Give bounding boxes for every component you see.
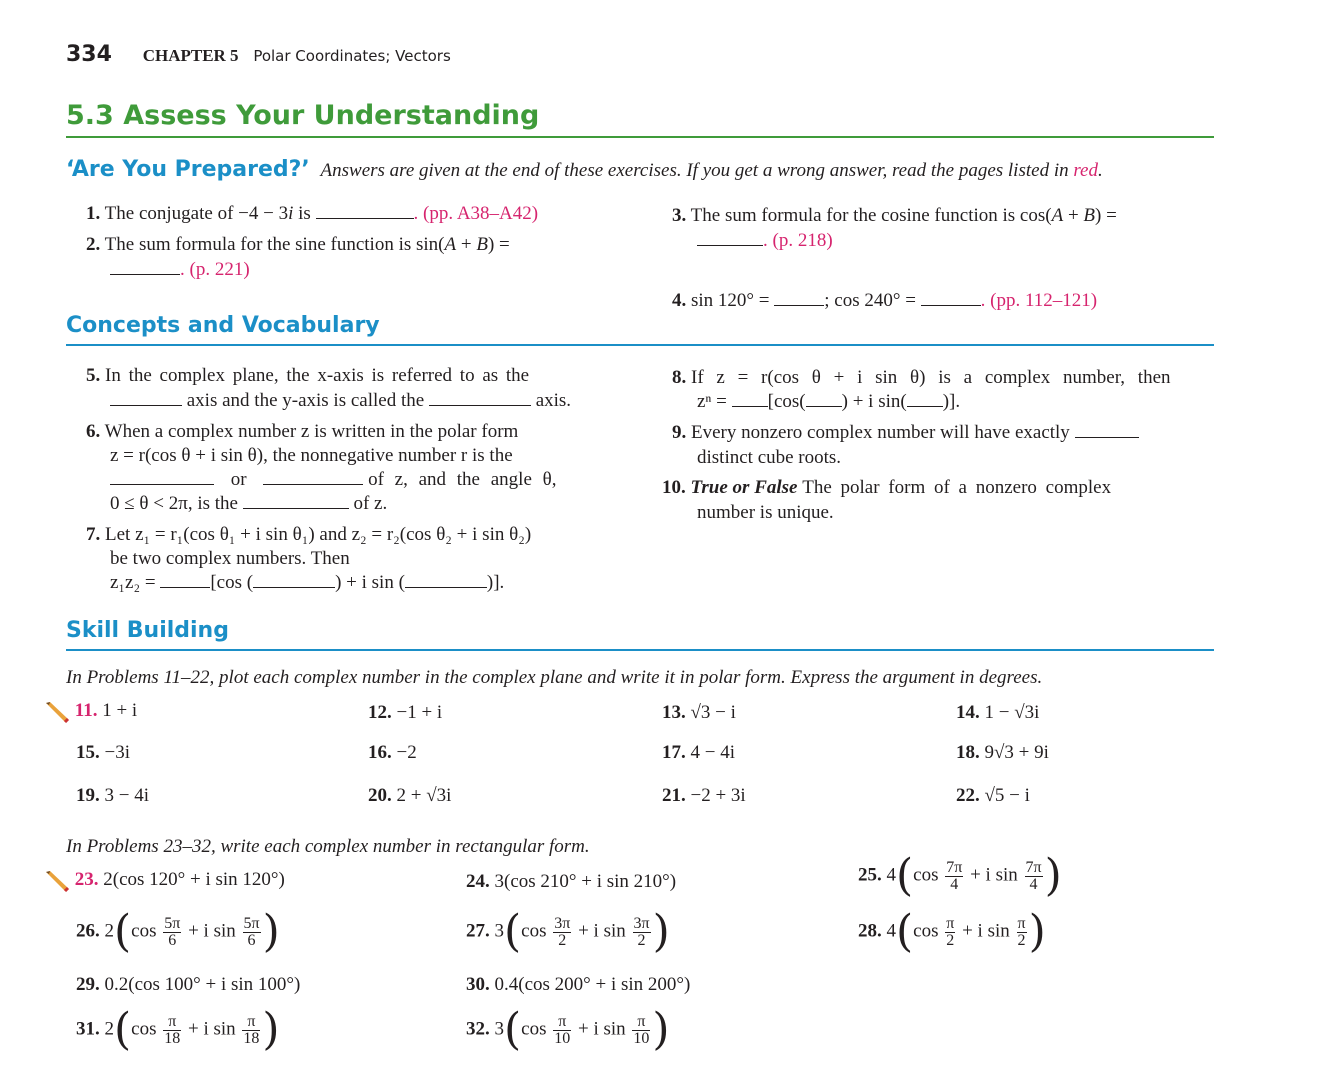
skill-instructions-1: In Problems 11–22, plot each complex number in the complex plane and write it in polar form. Express the argument in degrees. bbox=[66, 667, 1043, 688]
concepts-heading: Concepts and Vocabulary bbox=[66, 313, 380, 338]
problem-number: 11. bbox=[74, 700, 98, 721]
cos-label: cos bbox=[521, 920, 547, 942]
fraction bbox=[1017, 916, 1027, 949]
problem-number: 14. bbox=[956, 702, 980, 723]
coefficient: 2 bbox=[104, 1018, 114, 1040]
paren-open: ( bbox=[896, 850, 914, 901]
problem-number: 31. bbox=[76, 1018, 100, 1040]
denominator: 18 bbox=[164, 1029, 181, 1047]
problem-11 bbox=[44, 700, 137, 723]
problem-17 bbox=[662, 742, 735, 764]
problem-18 bbox=[956, 742, 1049, 764]
problem-13 bbox=[662, 702, 736, 724]
chapter-label: CHAPTER 5 bbox=[142, 46, 239, 65]
isin-label: + i sin bbox=[578, 1018, 626, 1040]
page-ref: . (pp. A38–A42) bbox=[413, 203, 539, 224]
numerator: 3π bbox=[554, 914, 571, 932]
fraction bbox=[553, 916, 571, 949]
numerator: π bbox=[632, 1014, 650, 1031]
imag-unit: i bbox=[288, 203, 294, 224]
problem-22 bbox=[956, 785, 1030, 807]
denominator: 2 bbox=[946, 931, 955, 949]
question-text-2: distinct cube roots. bbox=[697, 447, 842, 468]
problem-23 bbox=[44, 869, 285, 892]
problem-14 bbox=[956, 702, 1039, 724]
problem-expression: √3 − i bbox=[690, 702, 736, 723]
answer-blank[interactable] bbox=[697, 231, 763, 246]
problem-number: 22. bbox=[956, 785, 980, 806]
coefficient: 3 bbox=[494, 1018, 504, 1040]
page-ref: . (p. 221) bbox=[180, 259, 250, 280]
problem-number: 19. bbox=[76, 785, 100, 806]
denominator: 6 bbox=[247, 931, 256, 949]
answer-blank[interactable] bbox=[253, 573, 335, 588]
problem-number: 29. bbox=[76, 974, 100, 995]
problem-number: 25. bbox=[858, 864, 882, 886]
question-7 bbox=[86, 524, 531, 546]
cos-label: cos bbox=[521, 1018, 547, 1040]
answer-blank[interactable] bbox=[243, 494, 349, 509]
fraction bbox=[163, 1014, 181, 1047]
answer-blank[interactable] bbox=[160, 573, 210, 588]
question-text-6: )]. bbox=[486, 572, 505, 593]
problem-number: 24. bbox=[466, 871, 490, 892]
true-false-label: True or False bbox=[690, 477, 798, 498]
problem-number: 15. bbox=[76, 742, 100, 763]
question-text-5: 0 ≤ θ < 2π, is the bbox=[110, 493, 238, 514]
problem-27 bbox=[466, 906, 670, 957]
problem-28 bbox=[858, 906, 1046, 957]
question-text: When a complex number z is written in the polar form bbox=[104, 421, 519, 442]
page-number: 334 bbox=[66, 42, 112, 67]
question-10 bbox=[662, 477, 1111, 499]
problem-expression: −3i bbox=[104, 742, 130, 763]
answer-blank[interactable] bbox=[774, 291, 824, 306]
question-text: The polar form of a nonzero complex bbox=[802, 477, 1112, 498]
paren-open: ( bbox=[114, 906, 132, 957]
denominator: 2 bbox=[1017, 931, 1026, 949]
answer-blank[interactable] bbox=[732, 392, 768, 407]
fraction bbox=[1025, 860, 1043, 893]
question-5 bbox=[86, 365, 529, 387]
section-rule bbox=[66, 136, 1214, 138]
question-2-cont bbox=[110, 259, 250, 281]
question-text-2: be two complex numbers. Then bbox=[110, 548, 350, 569]
paren-open: ( bbox=[896, 906, 914, 957]
problem-expression: 2(cos 120° + i sin 120°) bbox=[103, 869, 285, 890]
pencil-icon bbox=[44, 701, 70, 723]
question-text-3: [cos( bbox=[767, 391, 806, 412]
question-3: 3. The sum formula for the cosine function is cos(A + B) = bbox=[672, 205, 1117, 226]
question-8-line2 bbox=[697, 391, 960, 413]
question-10-line2 bbox=[697, 502, 834, 524]
problem-number: 28. bbox=[858, 920, 882, 942]
fraction bbox=[553, 1014, 571, 1047]
question-text-5: ) + i sin ( bbox=[335, 572, 405, 593]
skill-instructions-2: In Problems 23–32, write each complex number in rectangular form. bbox=[66, 836, 590, 857]
numerator: π bbox=[1017, 914, 1026, 932]
question-text-2: number is unique. bbox=[697, 502, 834, 523]
question-7-line2 bbox=[110, 548, 350, 570]
cos-label: cos bbox=[913, 864, 939, 886]
fraction bbox=[945, 916, 955, 949]
coefficient: 3 bbox=[494, 920, 504, 942]
denominator: 4 bbox=[950, 875, 959, 893]
paren-close: ) bbox=[652, 906, 670, 957]
problem-30 bbox=[466, 974, 690, 996]
problem-expression: 0.4(cos 200° + i sin 200°) bbox=[494, 974, 691, 995]
numerator: π bbox=[242, 1014, 260, 1031]
problem-number: 13. bbox=[662, 702, 686, 723]
problem-number: 12. bbox=[368, 702, 392, 723]
paren-close: ) bbox=[1044, 850, 1062, 901]
problem-number: 16. bbox=[368, 742, 392, 763]
question-4 bbox=[672, 290, 1097, 312]
problem-32 bbox=[466, 1004, 670, 1055]
question-6-line3 bbox=[110, 469, 556, 491]
question-6-line4 bbox=[110, 493, 387, 515]
answer-blank[interactable] bbox=[921, 291, 981, 306]
isin-label: + i sin bbox=[578, 920, 626, 942]
prepared-intro-suffix: . bbox=[1097, 160, 1103, 181]
answer-blank[interactable] bbox=[110, 260, 180, 275]
paren-close: ) bbox=[652, 1004, 670, 1055]
paren-close: ) bbox=[262, 1004, 280, 1055]
question-text: The sum formula for the cosine function is cos( bbox=[690, 205, 1052, 226]
paren-close: ) bbox=[1028, 906, 1046, 957]
question-text-4: of z, and the angle θ, bbox=[368, 469, 557, 490]
problem-25 bbox=[858, 850, 1062, 901]
fraction bbox=[243, 916, 261, 949]
problem-number: 23. bbox=[74, 869, 99, 890]
numerator: π bbox=[946, 914, 955, 932]
problem-expression: −2 + 3i bbox=[690, 785, 746, 806]
question-number: 1. bbox=[86, 203, 101, 224]
answer-blank[interactable] bbox=[316, 204, 414, 219]
answer-blank[interactable] bbox=[907, 392, 943, 407]
question-text-2: axis and the y-axis is called the bbox=[186, 390, 425, 411]
section-title: 5.3 Assess Your Understanding bbox=[66, 100, 540, 131]
numerator: 7π bbox=[1025, 858, 1042, 876]
cos-label: cos bbox=[913, 920, 939, 942]
problem-expression: −2 bbox=[396, 742, 417, 763]
question-text-2: z = r(cos θ + i sin θ), the nonnegative number r is the bbox=[110, 445, 513, 466]
question-7-line3 bbox=[110, 572, 504, 594]
isin-label: + i sin bbox=[188, 1018, 236, 1040]
prepared-heading-line bbox=[66, 157, 1103, 182]
problem-expression: 0.2(cos 100° + i sin 100°) bbox=[104, 974, 301, 995]
numerator: π bbox=[553, 1014, 571, 1031]
page-ref: . (p. 218) bbox=[763, 230, 833, 251]
numerator: 7π bbox=[946, 858, 963, 876]
question-6-line2 bbox=[110, 445, 513, 467]
fraction bbox=[633, 916, 651, 949]
cos-label: cos bbox=[131, 920, 157, 942]
problem-expression: 1 − √3i bbox=[984, 702, 1040, 723]
chapter-title: Polar Coordinates; Vectors bbox=[253, 47, 451, 65]
question-text: The sum formula for the sine function is sin( bbox=[104, 234, 445, 255]
question-number: 6. bbox=[86, 421, 101, 442]
coefficient: 4 bbox=[886, 864, 896, 886]
problem-expression: 4 − 4i bbox=[690, 742, 735, 763]
numerator: 3π bbox=[633, 914, 650, 932]
problem-24 bbox=[466, 871, 676, 893]
concepts-rule bbox=[66, 344, 1214, 346]
pencil-icon bbox=[44, 870, 70, 892]
denominator: 10 bbox=[633, 1029, 650, 1047]
problem-29 bbox=[76, 974, 300, 996]
isin-label: + i sin bbox=[962, 920, 1010, 942]
question-text-4: [cos ( bbox=[210, 572, 254, 593]
problem-20 bbox=[368, 785, 451, 807]
question-text-4: ) + i sin( bbox=[841, 391, 907, 412]
coefficient: 2 bbox=[104, 920, 114, 942]
answer-blank[interactable] bbox=[110, 391, 182, 406]
problem-number: 32. bbox=[466, 1018, 490, 1040]
problem-number: 30. bbox=[466, 974, 490, 995]
problem-12 bbox=[368, 702, 442, 724]
paren-close: ) bbox=[262, 906, 280, 957]
problem-number: 26. bbox=[76, 920, 100, 942]
question-8 bbox=[672, 367, 1171, 389]
paren-open: ( bbox=[114, 1004, 132, 1055]
answer-blank[interactable] bbox=[263, 470, 363, 485]
cos-label: cos bbox=[131, 1018, 157, 1040]
question-9-line2 bbox=[697, 447, 841, 469]
fraction bbox=[163, 916, 181, 949]
paren-open: ( bbox=[504, 1004, 522, 1055]
denominator: 6 bbox=[168, 931, 177, 949]
skill-rule bbox=[66, 649, 1214, 651]
question-number: 2. bbox=[86, 234, 101, 255]
question-text-3: axis. bbox=[535, 390, 572, 411]
question-5-cont bbox=[110, 390, 571, 412]
question-number: 3. bbox=[672, 205, 687, 226]
numerator: 5π bbox=[164, 914, 181, 932]
paren-open: ( bbox=[504, 906, 522, 957]
problem-31 bbox=[76, 1004, 280, 1055]
problem-number: 21. bbox=[662, 785, 686, 806]
isin-label: + i sin bbox=[970, 864, 1018, 886]
denominator: 2 bbox=[558, 931, 567, 949]
prepared-heading: ‘Are You Prepared?’ bbox=[66, 157, 310, 182]
question-number: 9. bbox=[672, 422, 687, 443]
problem-number: 27. bbox=[466, 920, 490, 942]
fraction bbox=[632, 1014, 650, 1047]
prepared-intro-red: red bbox=[1073, 160, 1098, 181]
prepared-intro bbox=[321, 160, 1103, 181]
denominator: 10 bbox=[554, 1029, 571, 1047]
question-number: 10. bbox=[662, 477, 686, 498]
question-text-3: or bbox=[230, 469, 247, 490]
question-number: 7. bbox=[86, 524, 101, 545]
answer-blank[interactable] bbox=[806, 392, 842, 407]
skill-heading: Skill Building bbox=[66, 618, 229, 643]
question-text-2: ; cos 240° = bbox=[824, 290, 921, 311]
question-text: sin 120° = bbox=[691, 290, 775, 311]
question-number: 8. bbox=[672, 367, 687, 388]
fraction bbox=[945, 860, 963, 893]
problem-expression: −1 + i bbox=[396, 702, 443, 723]
question-text: In the complex plane, the x-axis is referred to as the bbox=[105, 365, 530, 386]
question-text-2: zⁿ = bbox=[697, 391, 732, 412]
answer-blank[interactable] bbox=[405, 573, 487, 588]
problem-26 bbox=[76, 906, 280, 957]
prepared-intro-text: Answers are given at the end of these exercises. If you get a wrong answer, read the pages listed in bbox=[320, 160, 1069, 181]
answer-blank[interactable] bbox=[1075, 423, 1139, 438]
isin-label: + i sin bbox=[188, 920, 236, 942]
answer-blank[interactable] bbox=[110, 470, 214, 485]
numerator: 5π bbox=[243, 914, 260, 932]
question-3-cont bbox=[697, 230, 833, 252]
problem-expression: √5 − i bbox=[984, 785, 1030, 806]
question-6 bbox=[86, 421, 518, 443]
question-text-5: )]. bbox=[942, 391, 961, 412]
question-text-2: is bbox=[293, 203, 311, 224]
denominator: 18 bbox=[243, 1029, 260, 1047]
numerator: π bbox=[163, 1014, 181, 1031]
denominator: 2 bbox=[637, 931, 646, 949]
question-2: 2. The sum formula for the sine function is sin(A + B) = bbox=[86, 234, 510, 255]
fraction bbox=[242, 1014, 260, 1047]
question-text: Let z₁ = r₁(cos θ₁ + i sin θ₁) and z₂ = r₂(cos θ₂ + i sin θ₂) bbox=[105, 524, 532, 545]
question-number: 5. bbox=[86, 365, 101, 386]
problem-21 bbox=[662, 785, 746, 807]
problem-expression: 9√3 + 9i bbox=[984, 742, 1049, 763]
problem-number: 18. bbox=[956, 742, 980, 763]
question-9 bbox=[672, 422, 1139, 444]
question-text-6: of z. bbox=[353, 493, 388, 514]
problem-expression: 3(cos 210° + i sin 210°) bbox=[494, 871, 677, 892]
answer-blank[interactable] bbox=[429, 391, 531, 406]
problem-expression: 1 + i bbox=[102, 700, 138, 721]
question-text: The conjugate of −4 − 3 bbox=[104, 203, 289, 224]
question-number: 4. bbox=[672, 290, 687, 311]
question-text-3: z₁z₂ = bbox=[110, 572, 161, 593]
page-ref: . (pp. 112–121) bbox=[980, 290, 1098, 311]
coefficient: 4 bbox=[886, 920, 896, 942]
problem-16 bbox=[368, 742, 417, 764]
question-text: If z = r(cos θ + i sin θ) is a complex number, then bbox=[691, 367, 1171, 388]
denominator: 4 bbox=[1029, 875, 1038, 893]
problem-number: 17. bbox=[662, 742, 686, 763]
problem-expression: 2 + √3i bbox=[396, 785, 452, 806]
question-1 bbox=[86, 203, 538, 225]
page-header bbox=[66, 42, 451, 67]
question-text: Every nonzero complex number will have exactly bbox=[691, 422, 1070, 443]
problem-15 bbox=[76, 742, 130, 764]
problem-19 bbox=[76, 785, 149, 807]
problem-expression: 3 − 4i bbox=[104, 785, 149, 806]
problem-number: 20. bbox=[368, 785, 392, 806]
